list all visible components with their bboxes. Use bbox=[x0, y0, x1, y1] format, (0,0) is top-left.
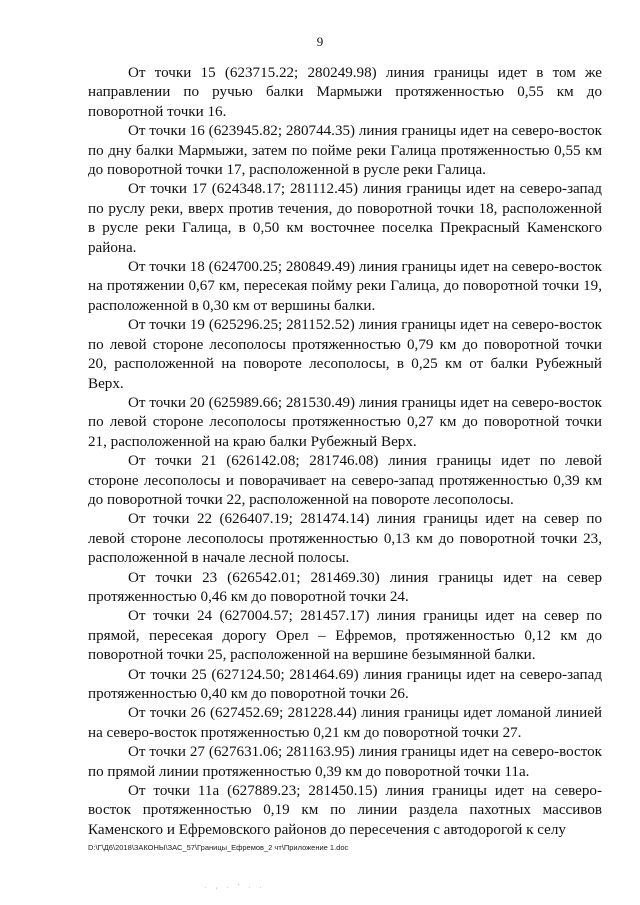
paragraph-point-27: От точки 27 (627631.06; 281163.95) линия границы идет на северо-восток по прямой линии протяженностью 0,39 км до поворотной точки 11а. bbox=[88, 744, 602, 780]
paragraph-point-22: От точки 22 (626407.19; 281474.14) линия границы идет на север по левой стороне лесополосы протяженностью 0,13 км до поворотной точки 23, расположенной в начале лесной полосы. bbox=[88, 511, 602, 567]
paragraph-point-26: От точки 26 (627452.69; 281228.44) линия границы идет ломаной линией на северо-восток протяженностью 0,21 км до поворотной точки 27. bbox=[88, 705, 602, 741]
paragraph-point-11a: От точки 11а (627889.23; 281450.15) линия границы идет на северо-восток протяженностью 0,19 км по линии раздела пахотных массивов Каменского и Ефремовского районов до пересечения с автодорогой к селу bbox=[88, 783, 602, 838]
paragraph-point-19: От точки 19 (625296.25; 281152.52) линия границы идет на северо-восток по левой стороне лесополосы протяженностью 0,79 км до поворотной точки 20, расположенной на повороте лесополосы, в 0,25 км от балки Рубежный Верх. bbox=[88, 317, 602, 392]
paragraph-point-23: От точки 23 (626542.01; 281469.30) линия границы идет на север протяженностью 0,46 км до поворотной точки 24. bbox=[88, 569, 602, 605]
paragraph-point-15: От точки 15 (623715.22; 280249.98) линия границы идет в том же направлении по ручью балки Мармыжи протяженностью 0,55 км до поворотной точки 16. bbox=[88, 65, 602, 120]
paragraph-point-18: От точки 18 (624700.25; 280849.49) линия границы идет на северо-восток на протяжении 0,67 км, пересекая пойму реки Галица, до поворотной точки 19, расположенной в 0,30 км от вершины балки. bbox=[88, 259, 602, 314]
scan-marks: . , . ' . . bbox=[205, 884, 266, 890]
page-number: 9 bbox=[316, 34, 324, 49]
footer-file-path: D:\Г\Д6\2018\ЗАКОНЫ\ЗАС_57\Границы_Ефремов_2 чт\Приложение 1.doc bbox=[88, 843, 349, 852]
paragraph-point-25: От точки 25 (627124.50; 281464.69) линия границы идет на северо-запад протяженностью 0,40 км до поворотной точки 26. bbox=[88, 666, 602, 702]
paragraph-point-21: От точки 21 (626142.08; 281746.08) линия границы идет по левой стороне лесополосы и поворачивает на северо-запад протяженностью 0,39 км до поворотной точки 22, расположенной на повороте лесополосы. bbox=[88, 453, 602, 508]
paragraph-point-16: От точки 16 (623945.82; 280744.35) линия границы идет на северо-восток по дну балки Мармыжи, затем по пойме реки Галица протяженностью 0,55 км до поворотной точки 17, расположенной в русле реки Галица. bbox=[88, 123, 602, 179]
paragraph-point-20: От точки 20 (625989.66; 281530.49) линия границы идет на северо-восток по левой стороне лесополосы протяженностью 0,27 км до поворотной точки 21, расположенной на краю балки Рубежный Верх. bbox=[88, 394, 602, 450]
paragraph-point-24: От точки 24 (627004.57; 281457.17) линия границы идет на север по прямой, пересекая дорогу Орел – Ефремов, протяженностью 0,12 км до поворотной точки 25, расположенной на вершине безымянной балки. bbox=[88, 608, 602, 664]
document-body bbox=[88, 64, 602, 840]
paragraph-point-17: От точки 17 (624348.17; 281112.45) линия границы идет на северо-запад по руслу реки, вверх против течения, до поворотной точки 18, расположенной в русле реки Галица, в 0,50 км восточнее поселка Прекрасный Каменского района. bbox=[88, 181, 602, 256]
